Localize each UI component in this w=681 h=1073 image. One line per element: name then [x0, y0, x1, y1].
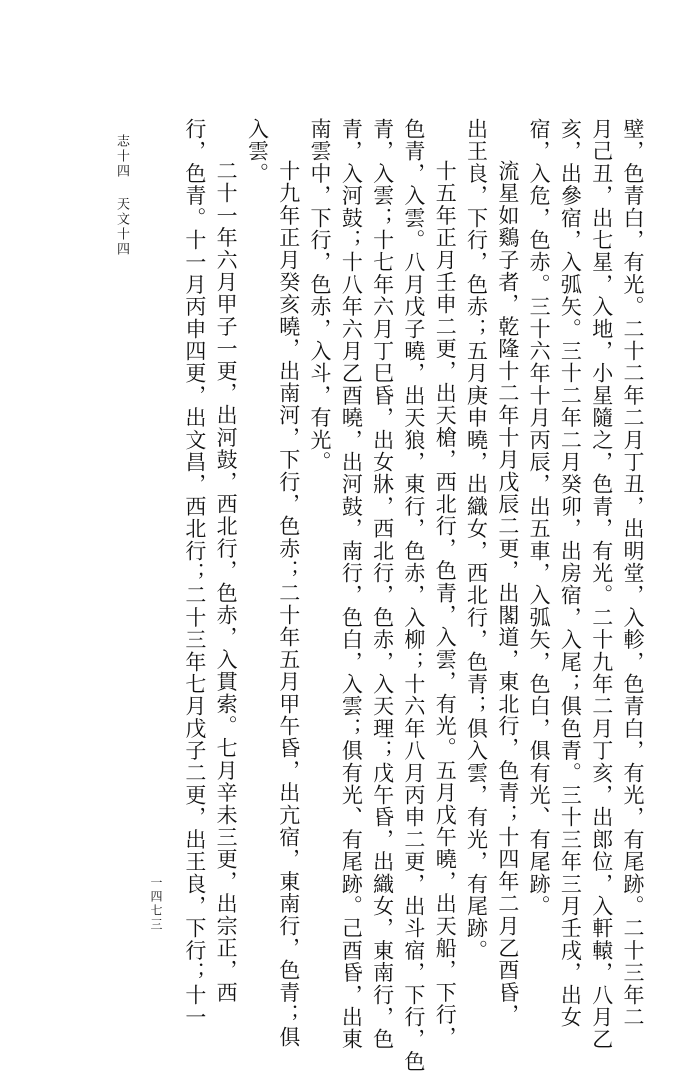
text-column: 出王良，下行，色赤；五月庚申曉，出織女，西北行，色青；俱入雲，有光，有尾跡。 — [464, 118, 489, 962]
text-column: 亥，出參宿，入弧矢。三十二年二月癸卯，出房宿，入尾；俱色青。三十三年三月壬戌，出女 — [558, 118, 583, 1029]
text-column: 宿，入危，色赤。三十六年十月丙辰，出五車，入弧矢，色白，俱有光、有尾跡。 — [527, 118, 552, 918]
chapter-label: 志十四 — [114, 134, 129, 179]
text-column: 流星如鷄子者，乾隆十二年十月戊辰二更，出閣道，東北行，色青；十四年二月乙酉昏， — [495, 160, 520, 1026]
text-column: 二十一年六月甲子一更，出河鼓，西北行，色赤，入貫索。七月辛未三更，出宗正，西 — [214, 160, 239, 1004]
page-number: 一四七三 — [149, 876, 163, 932]
text-column: 青，入雲；十七年六月丁巳昏，出女牀，西北行，色赤，入天理；戊午昏，出織女，東南行，色 — [370, 118, 395, 1051]
text-column: 入雲。 — [245, 118, 270, 185]
text-column: 色青，入雲。八月戊子曉，出天狼，東行，色赤，入柳；十六年八月丙申二更，出斗宿，下行，色 — [401, 118, 426, 1073]
body-text — [168, 118, 648, 1073]
running-header — [112, 134, 131, 257]
text-column: 壁，色青白，有光。二十二年二月丁丑，出明堂，入軫，色青白，有光，有尾跡。二十三年二 — [621, 118, 645, 1029]
text-column: 十五年正月壬申二更，出天槍，西北行，色青，入雲，有光。五月戊午曉，出天船，下行， — [433, 160, 458, 1048]
text-column: 青，入河鼓；十八年六月乙酉曉，出河鼓，南行，色白，入雲；俱有光、有尾跡。己酉昏，出東 — [339, 118, 364, 1051]
text-column: 月己丑，出七星，入地，小星隨之，色青，有光。二十九年二月丁亥，出郎位，入軒轅，八月乙 — [589, 118, 614, 1051]
section-label: 天文十四 — [114, 197, 129, 257]
text-column: 南雲中，下行，色赤，入斗，有光。 — [308, 118, 333, 474]
text-column: 行，色青。十一月丙申四更，出文昌，西北行；二十三年七月戊子二更，出王良，下行；十一 — [182, 118, 207, 1029]
text-column: 十九年正月癸亥曉，出南河，下行，色赤；二十年五月甲午昏，出亢宿，東南行，色青；俱 — [276, 160, 301, 1048]
